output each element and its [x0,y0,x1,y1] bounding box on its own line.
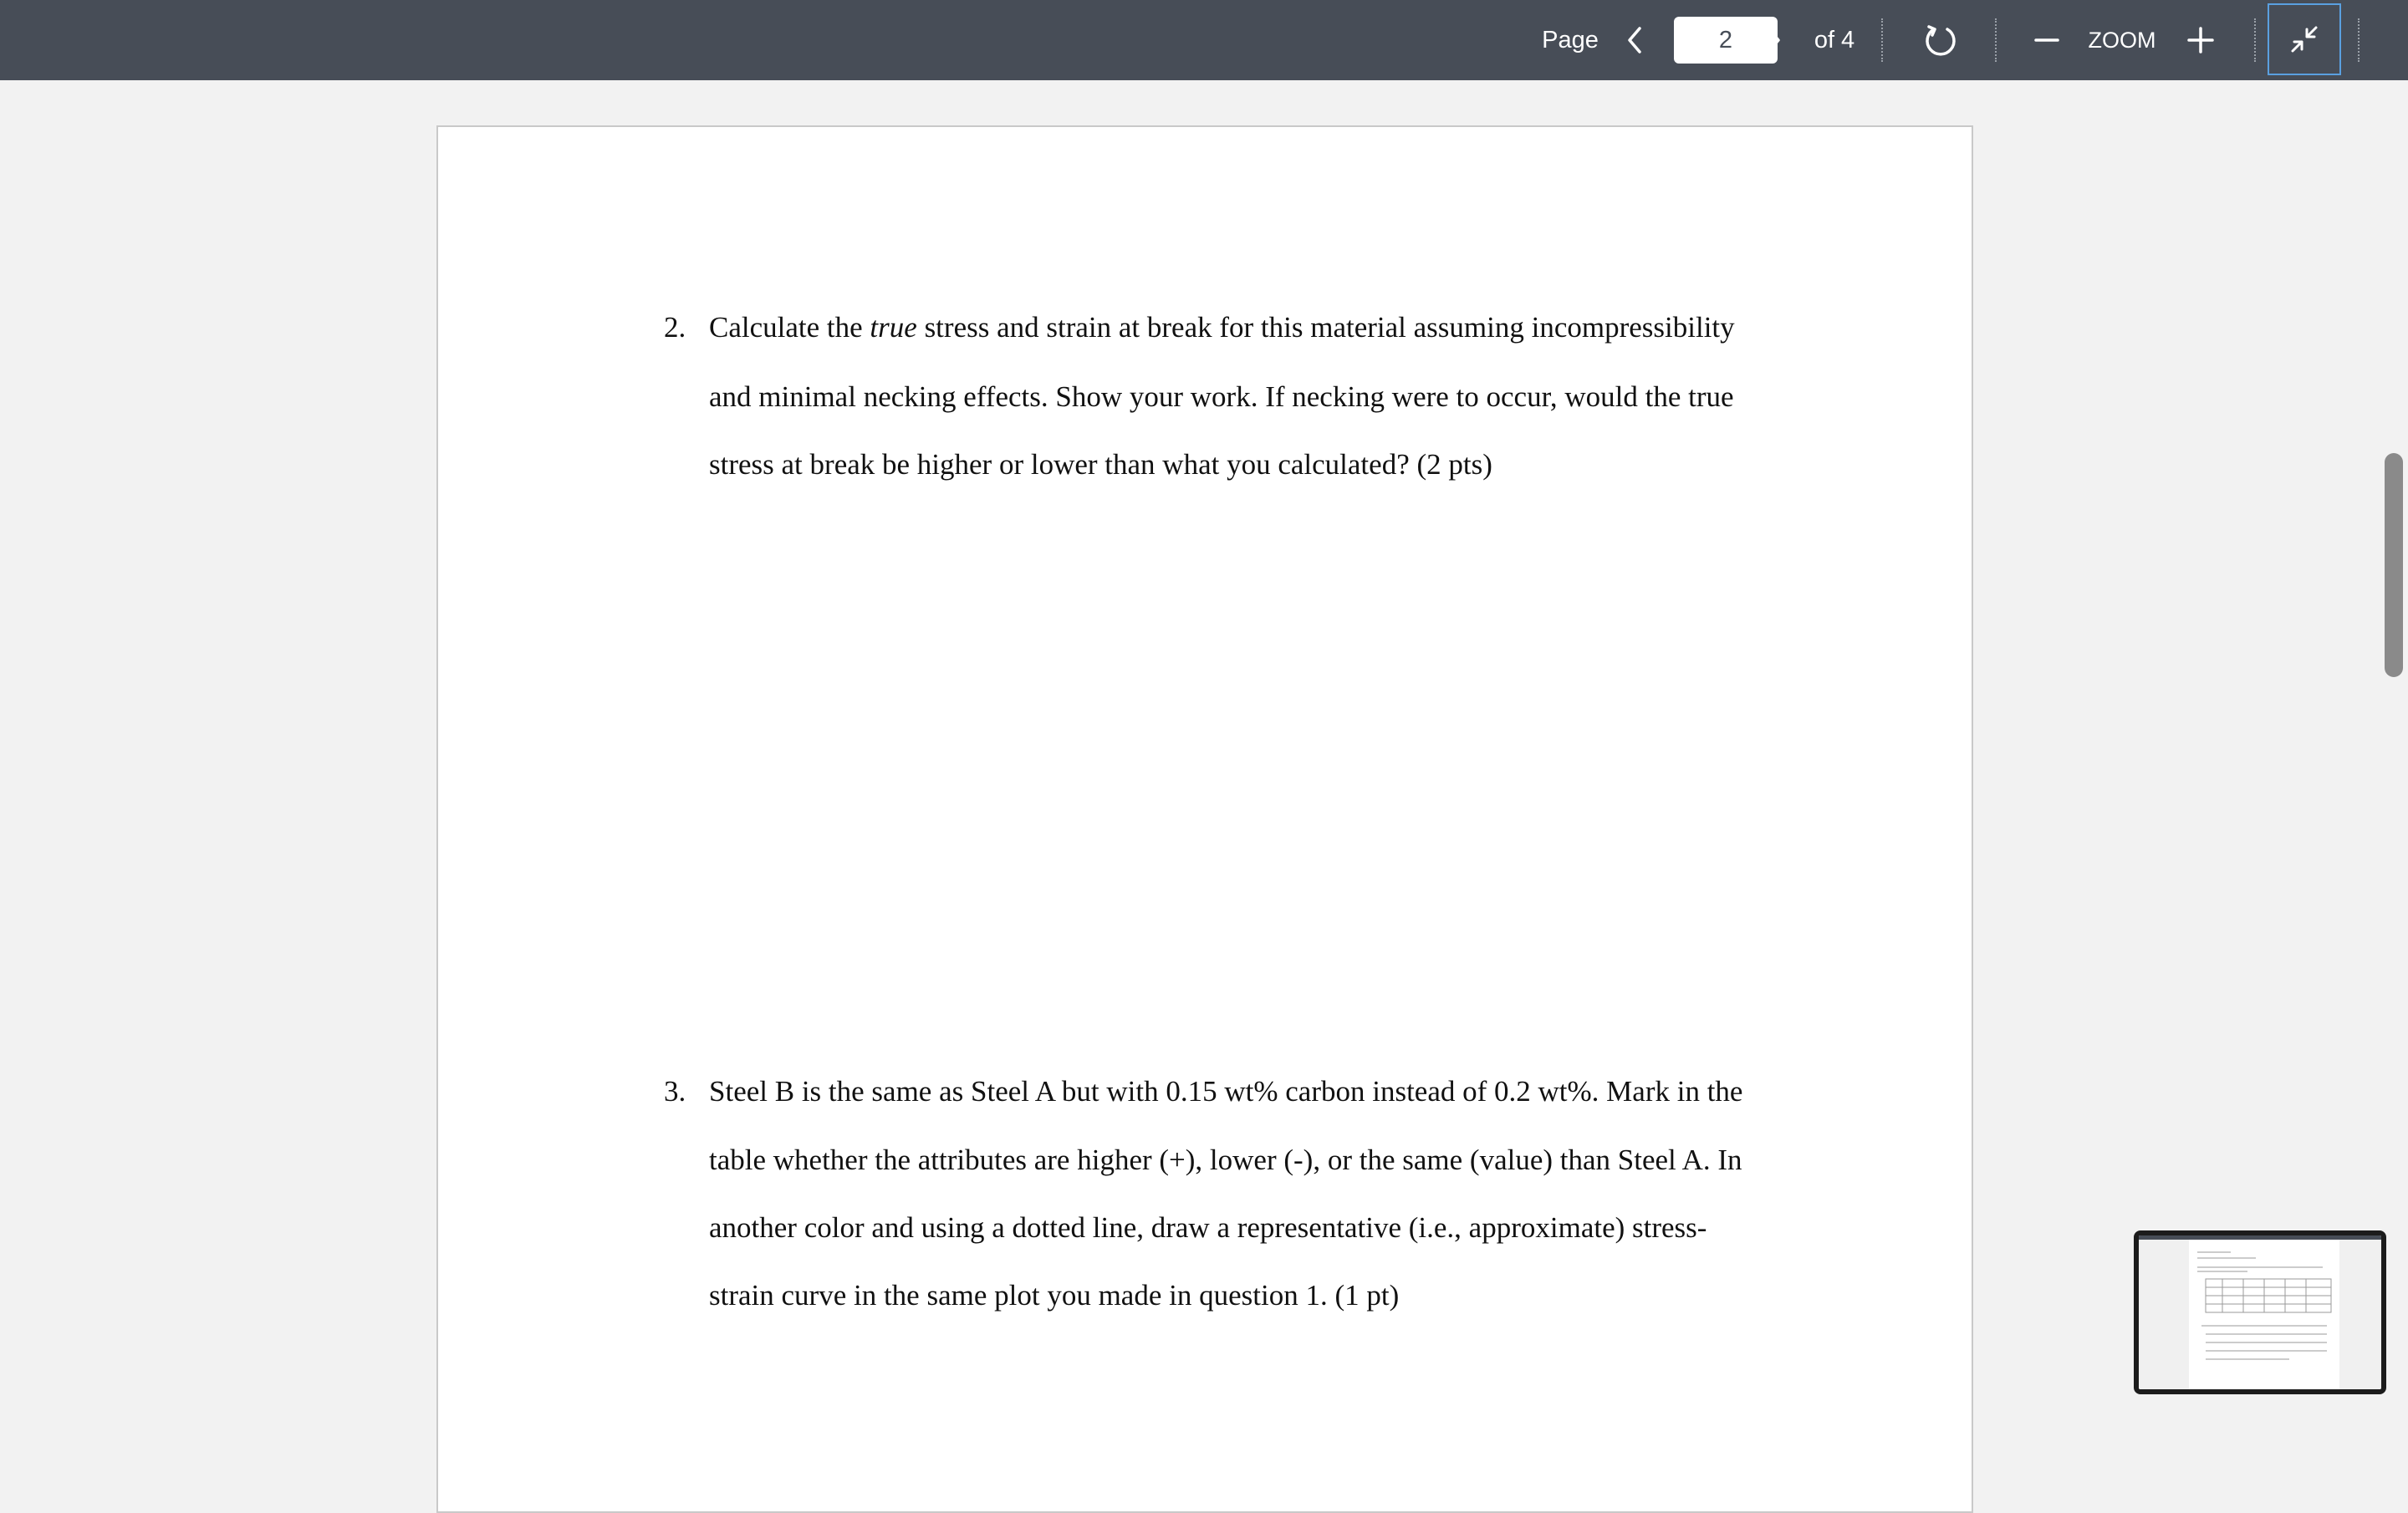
rotate-icon [1922,22,1959,59]
zoom-out-button[interactable] [2028,0,2065,80]
page-label: Page [1542,26,1599,53]
question-number: 2. [664,311,686,344]
rotate-button[interactable] [1918,0,1963,80]
question-line: Steel B is the same as Steel A but with 0.15 wt% carbon instead of 0.2 wt%. Mark in the [709,1075,1743,1108]
total-pages-label: of 4 [1814,26,1855,53]
toolbar-divider [2358,18,2360,62]
prev-page-button[interactable] [1615,0,1654,80]
question-line: strain curve in the same plot you made in question 1. (1 pt) [709,1279,1400,1312]
question-line [709,311,1735,344]
plus-icon [2187,27,2214,53]
chevron-right-icon [1764,26,1783,54]
document-page [436,125,1973,1513]
collapse-icon [2289,24,2319,54]
next-page-button[interactable] [1754,0,1793,80]
question-text: Calculate the [709,311,870,344]
exit-fullscreen-button[interactable] [2268,3,2341,75]
emphasis-text: true [870,311,917,344]
zoom-in-button[interactable] [2182,0,2219,80]
question-line: another color and using a dotted line, draw a representative (i.e., approximate) stress- [709,1211,1707,1244]
question-line: and minimal necking effects. Show your work. If necking were to occur, would the true [709,380,1734,413]
toolbar-divider [2254,18,2256,62]
vertical-scrollbar[interactable] [2385,453,2403,677]
viewer-toolbar [0,0,2408,80]
page-thumbnail-preview[interactable] [2134,1230,2386,1394]
question-number: 3. [664,1075,686,1108]
question-line: table whether the attributes are higher (+), lower (-), or the same (value) than Steel A. In [709,1144,1742,1176]
chevron-left-icon [1625,26,1644,54]
question-line: stress at break be higher or lower than what you calculated? (2 pts) [709,448,1492,481]
zoom-label: ZOOM [2088,27,2156,53]
toolbar-divider [1995,18,1997,62]
minus-icon [2034,28,2059,53]
question-text: stress and strain at break for this material assuming incompressibility [916,311,1735,344]
toolbar-divider [1881,18,1883,62]
page-thumbnail-image [2139,1235,2381,1389]
